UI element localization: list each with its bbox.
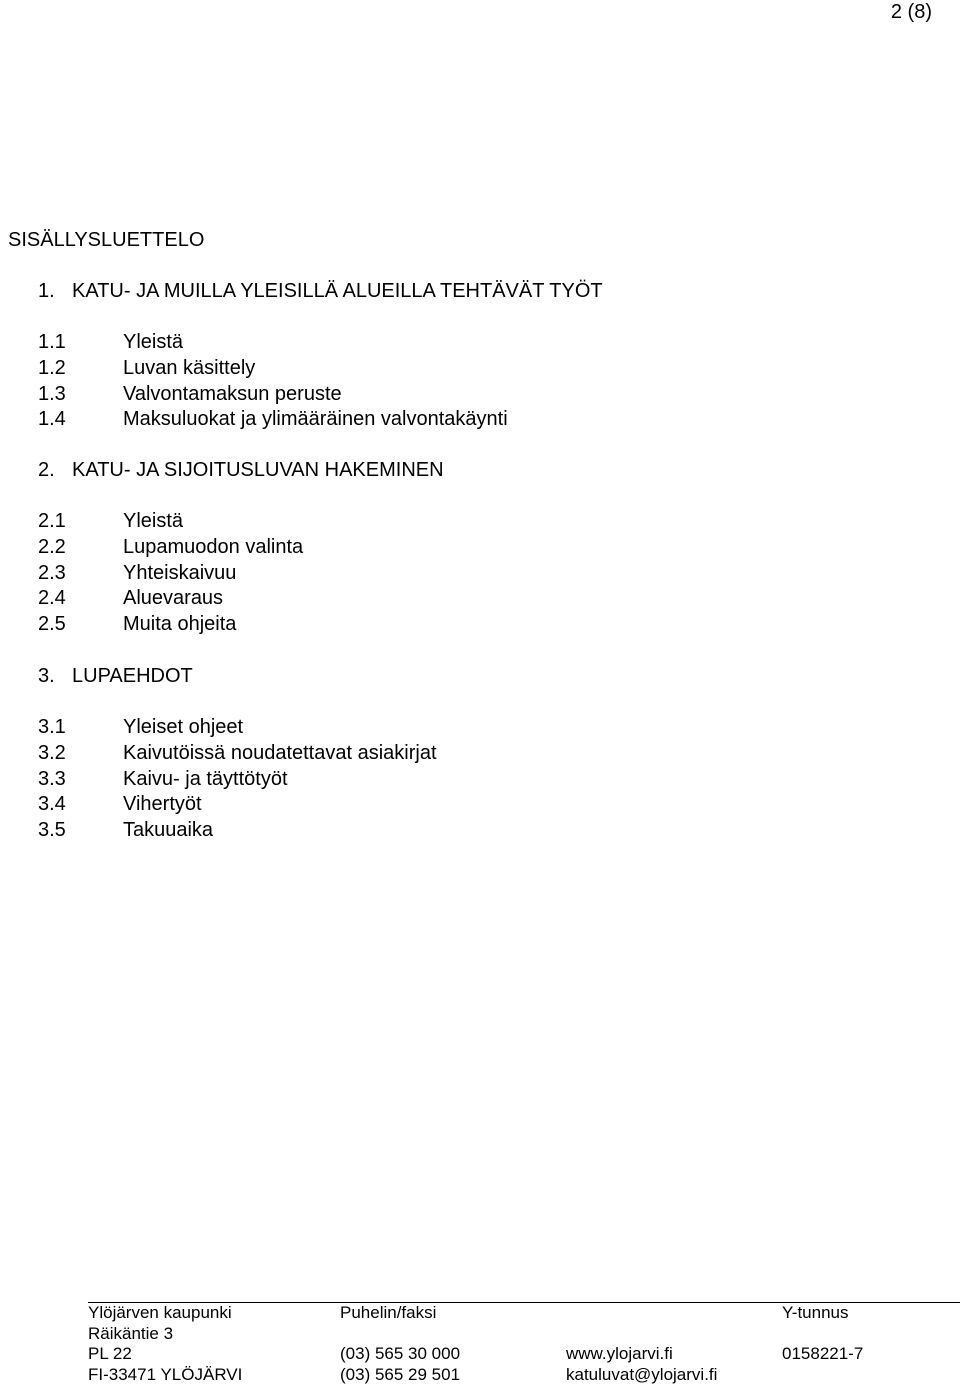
toc-item-number: 2.3 bbox=[38, 561, 66, 584]
toc-item bbox=[38, 561, 303, 587]
footer-business-id bbox=[782, 1303, 863, 1386]
toc-item-number: 1.2 bbox=[38, 356, 66, 379]
toc-item-number: 2.2 bbox=[38, 535, 66, 558]
toc-section-number: 3. bbox=[38, 665, 55, 687]
toc-item-title: Luvan käsittely bbox=[123, 356, 256, 379]
footer-street-address: Räikäntie 3 bbox=[88, 1323, 174, 1343]
footer-business-id-value: 0158221-7 bbox=[782, 1344, 864, 1364]
toc-item bbox=[38, 356, 508, 382]
footer-web-blank-2 bbox=[566, 1324, 717, 1345]
toc-item-title: Takuuaika bbox=[123, 819, 214, 842]
toc-item-number: 3.5 bbox=[38, 819, 66, 842]
toc-item-number: 3.3 bbox=[38, 767, 66, 790]
footer-phone bbox=[340, 1303, 460, 1386]
footer-phone-blank bbox=[340, 1324, 460, 1345]
footer-website: www.ylojarvi.fi bbox=[566, 1344, 673, 1364]
toc-item bbox=[38, 509, 303, 535]
footer-web bbox=[566, 1303, 717, 1386]
toc-section-1 bbox=[38, 279, 603, 303]
toc-item-title: Kaivutöissä noudatettavat asiakirjat bbox=[123, 741, 437, 764]
toc-item-title: Yleiset ohjeet bbox=[123, 716, 244, 738]
toc-section-number: 1. bbox=[38, 280, 55, 302]
footer-org-name: Ylöjärven kaupunki bbox=[88, 1303, 232, 1322]
toc-item bbox=[38, 382, 508, 408]
toc-item-title: Kaivu- ja täyttötyöt bbox=[123, 767, 288, 790]
toc-item bbox=[38, 612, 303, 638]
toc-section-1-items bbox=[38, 330, 508, 433]
toc-item bbox=[38, 407, 508, 433]
footer-postal-code: FI-33471 YLÖJÄRVI bbox=[88, 1365, 243, 1385]
toc-item-title: Lupamuodon valinta bbox=[123, 535, 304, 558]
toc-section-2 bbox=[38, 458, 444, 482]
footer-business-id-blank-1 bbox=[782, 1324, 863, 1345]
footer-fax-number: (03) 565 29 501 bbox=[340, 1365, 461, 1385]
toc-item bbox=[38, 792, 437, 818]
toc-item-number: 2.5 bbox=[38, 613, 66, 636]
toc-item-title: Yleistä bbox=[123, 510, 184, 532]
toc-item-title: Yleistä bbox=[123, 331, 184, 353]
footer-business-id-label: Y-tunnus bbox=[782, 1303, 849, 1322]
footer-phone-label: Puhelin/faksi bbox=[340, 1303, 437, 1322]
toc-item-title: Valvontamaksun peruste bbox=[123, 382, 342, 405]
toc-item-title: Vihertyöt bbox=[123, 793, 202, 816]
toc-item bbox=[38, 586, 303, 612]
toc-item bbox=[38, 818, 437, 844]
toc-item-number: 3.4 bbox=[38, 793, 66, 816]
footer-business-id-blank-2 bbox=[782, 1365, 863, 1386]
toc-item bbox=[38, 715, 437, 741]
toc-item-number: 1.1 bbox=[38, 331, 66, 353]
toc-item-title: Maksuluokat ja ylimääräinen valvontakäynti bbox=[123, 408, 508, 431]
toc-item-title: Muita ohjeita bbox=[123, 613, 237, 636]
toc-item-number: 3.2 bbox=[38, 741, 66, 764]
toc-section-title: KATU- JA SIJOITUSLUVAN HAKEMINEN bbox=[72, 459, 444, 481]
toc-section-number: 2. bbox=[38, 459, 55, 481]
toc-item-number: 1.4 bbox=[38, 408, 66, 431]
footer-email: katuluvat@ylojarvi.fi bbox=[566, 1365, 718, 1385]
toc-item-number: 1.3 bbox=[38, 382, 66, 405]
toc-item-number: 3.1 bbox=[38, 716, 66, 738]
toc-section-3-items bbox=[38, 715, 437, 844]
toc-title: SISÄLLYSLUETTELO bbox=[8, 229, 205, 251]
footer-web-blank-1 bbox=[566, 1303, 717, 1324]
footer-phone-number: (03) 565 30 000 bbox=[340, 1344, 461, 1364]
toc-item-number: 2.4 bbox=[38, 587, 66, 610]
footer-po-box: PL 22 bbox=[88, 1344, 132, 1364]
toc-item-number: 2.1 bbox=[38, 510, 66, 532]
toc-item bbox=[38, 767, 437, 793]
toc-section-3 bbox=[38, 664, 193, 688]
toc-item bbox=[38, 741, 437, 767]
page-number: 2 (8) bbox=[890, 1, 932, 23]
toc-section-title: KATU- JA MUILLA YLEISILLÄ ALUEILLA TEHTÄVÄT TYÖT bbox=[72, 280, 603, 302]
toc-section-2-items bbox=[38, 509, 303, 638]
toc-item bbox=[38, 535, 303, 561]
toc-item-title: Yhteiskaivuu bbox=[123, 561, 237, 584]
toc-item bbox=[38, 330, 508, 356]
toc-item-title: Aluevaraus bbox=[123, 587, 224, 610]
footer-organization bbox=[88, 1303, 242, 1386]
toc-section-title: LUPAEHDOT bbox=[72, 665, 193, 687]
